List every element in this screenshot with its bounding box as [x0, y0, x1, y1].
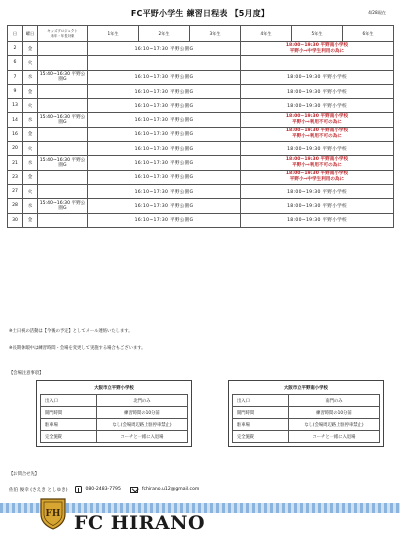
row-lower-grades: 16:10~17:30 平野公園G [88, 127, 241, 141]
row-kids [38, 99, 88, 113]
venue-row [233, 407, 380, 419]
contact-name: 佐伯 俊幸 (さえき としゆき) [9, 487, 68, 493]
row-date: 9 [8, 84, 23, 98]
schedule-row [8, 199, 394, 213]
schedule-row [8, 142, 394, 156]
note-line: 平野小⇒利用不可の為に [292, 120, 342, 126]
venue-key: 出入口 [41, 395, 97, 407]
contact-email[interactable]: fchirano.u12@gmail.com [141, 487, 200, 492]
row-weekday: 水 [23, 199, 38, 213]
contact-phone[interactable]: 080-2483-7795 [85, 487, 121, 492]
row-upper-grades: 18:00~19:30 平野小学校 [241, 199, 394, 213]
venue-key: 完全施錠 [233, 431, 289, 443]
note-line: 平野小⇒利用不可の為に [292, 134, 342, 140]
venue-key: 出入口 [233, 395, 289, 407]
row-weekday: 金 [23, 170, 38, 184]
grade-3-header: 3年生 [190, 26, 241, 42]
row-kids [38, 56, 88, 70]
venue-key: 開門時間 [41, 407, 97, 419]
header-row [8, 26, 394, 42]
row-upper-grades-note [241, 156, 394, 170]
row-kids [38, 84, 88, 98]
venue-key: 駐車場 [233, 419, 289, 431]
venue-name: 大阪市立平野小学校 [94, 386, 134, 391]
venue-value: コーチと一緒に入退場 [288, 431, 379, 443]
venue-row [41, 395, 188, 407]
venue-table [232, 394, 380, 443]
crest-letters: FH [45, 509, 61, 519]
row-kids [38, 127, 88, 141]
row-weekday: 火 [23, 184, 38, 198]
schedule-row [8, 213, 394, 227]
mail-icon [130, 487, 138, 493]
venue-heading: 【会場注意事項】 [9, 371, 44, 376]
venue-name: 大阪市立平野南小学校 [284, 386, 328, 391]
row-weekday: 水 [23, 156, 38, 170]
venue-row [41, 407, 188, 419]
venue-row [41, 419, 188, 431]
note-line: 18:00~19:30 平野南小学校 [285, 171, 349, 177]
note-line: 18:00~19:30 平野南小学校 [285, 42, 349, 48]
row-lower-grades: 16:10~17:30 平野公園G [88, 84, 241, 98]
schedule-table [7, 25, 394, 228]
note-line: 平野小⇒利用不可の為に [292, 163, 342, 169]
row-date: 2 [8, 42, 23, 56]
schedule-row [8, 42, 394, 56]
note-holiday: ※長期休暇中は練習時間・会場を変更して実施する場合もございます。 [9, 346, 146, 351]
grade-6-header: 6年生 [343, 26, 394, 42]
schedule-row [8, 84, 394, 98]
kids-header [38, 26, 88, 42]
row-upper-grades: 18:00~19:30 平野小学校 [241, 84, 394, 98]
row-date: 23 [8, 170, 23, 184]
grade-5-header: 5年生 [292, 26, 343, 42]
as-of-date: 4/28現在 [368, 10, 386, 15]
row-weekday: 火 [23, 99, 38, 113]
row-kids: 15:40~16:30 平野公園G [38, 199, 88, 213]
row-upper-grades: 18:00~19:30 平野小学校 [241, 99, 394, 113]
contact-heading: 【お問合せ先】 [9, 472, 40, 477]
schedule-row [8, 113, 394, 127]
row-lower-grades: 16:10~17:30 平野公園G [88, 199, 241, 213]
row-upper-grades-note [241, 127, 394, 141]
schedule-row [8, 156, 394, 170]
row-weekday: 金 [23, 84, 38, 98]
row-upper-grades: 18:00~19:30 平野小学校 [241, 184, 394, 198]
grade-4-header: 4年生 [241, 26, 292, 42]
venue-table [40, 394, 188, 443]
row-kids [38, 42, 88, 56]
venue-row [233, 431, 380, 443]
venue-value: なし(会場周辺路上駐停車禁止) [96, 419, 187, 431]
row-upper-grades: 18:00~19:30 平野小学校 [241, 142, 394, 156]
row-lower-grades: 16:10~17:30 平野公園G [88, 42, 241, 56]
row-lower-grades: 16:10~17:30 平野公園G [88, 184, 241, 198]
row-kids [38, 213, 88, 227]
venue-value: コーチと一緒に入退場 [96, 431, 187, 443]
row-lower-grades [88, 56, 241, 70]
row-weekday: 火 [23, 56, 38, 70]
schedule-row [8, 70, 394, 84]
row-lower-grades: 16:10~17:30 平野公園G [88, 142, 241, 156]
phone-icon [75, 486, 82, 493]
row-date: 27 [8, 184, 23, 198]
note-line: 18:00~19:30 平野南小学校 [285, 128, 349, 134]
row-upper-grades-note [241, 170, 394, 184]
row-lower-grades: 16:10~17:30 平野公園G [88, 70, 241, 84]
weekday-header: 曜日 [23, 26, 38, 42]
venue-value: 練習時間の10分前 [288, 407, 379, 419]
row-date: 6 [8, 56, 23, 70]
row-upper-grades [241, 56, 394, 70]
row-upper-grades-note [241, 113, 394, 127]
row-date: 13 [8, 99, 23, 113]
grade-2-header: 2年生 [139, 26, 190, 42]
venue-key: 開門時間 [233, 407, 289, 419]
note-line: 平野小⇒中学生利用の為に [289, 177, 345, 183]
row-weekday: 火 [23, 142, 38, 156]
note-line: 18:00~19:30 平野南小学校 [285, 157, 349, 163]
venue-row [233, 419, 380, 431]
row-upper-grades-note [241, 42, 394, 56]
row-date: 16 [8, 127, 23, 141]
note-line: 平野小⇒中学生利用の為に [289, 48, 345, 54]
row-lower-grades: 16:10~17:30 平野公園G [88, 99, 241, 113]
row-kids [38, 170, 88, 184]
row-lower-grades: 16:10~17:30 平野公園G [88, 170, 241, 184]
row-weekday: 水 [23, 113, 38, 127]
kids-header-line2: 未年・年長対象 [50, 33, 75, 38]
venue-value: 練習時間の10分前 [96, 407, 187, 419]
grade-1-header: 1年生 [88, 26, 139, 42]
row-kids: 15:40~16:30 平野公園G [38, 156, 88, 170]
venue-value: なし(会場周辺路上駐停車禁止) [288, 419, 379, 431]
date-header: 日 [8, 26, 23, 42]
row-weekday: 金 [23, 213, 38, 227]
row-weekday: 金 [23, 42, 38, 56]
row-kids: 15:40~16:30 平野公園G [38, 113, 88, 127]
note-line: 18:00~19:30 平野南小学校 [285, 114, 349, 120]
venue-value: 南門のみ [288, 395, 379, 407]
row-weekday: 水 [23, 70, 38, 84]
row-lower-grades: 16:10~17:30 平野公園G [88, 213, 241, 227]
venue-key: 完全施錠 [41, 431, 97, 443]
row-date: 30 [8, 213, 23, 227]
schedule-row [8, 99, 394, 113]
venue-box-hirano-minami [228, 380, 384, 447]
page-title: FC平野小学生 練習日程表 【5月度】 [130, 9, 270, 18]
schedule-row [8, 184, 394, 198]
contact-line [9, 486, 199, 493]
schedule-row [8, 127, 394, 141]
venue-value: 北門のみ [96, 395, 187, 407]
row-date: 14 [8, 113, 23, 127]
venue-key: 駐車場 [41, 419, 97, 431]
venue-row [41, 431, 188, 443]
row-date: 20 [8, 142, 23, 156]
venue-box-hirano [36, 380, 192, 447]
row-kids [38, 142, 88, 156]
brand-name: FC HIRANO [74, 512, 206, 534]
venue-row [233, 395, 380, 407]
note-weekend: ※土日祝の活動は【今後の予定】としてメール連絡いたします。 [9, 329, 133, 334]
row-date: 21 [8, 156, 23, 170]
row-date: 28 [8, 199, 23, 213]
row-kids [38, 184, 88, 198]
schedule-row [8, 56, 394, 70]
row-lower-grades: 16:10~17:30 平野公園G [88, 113, 241, 127]
row-date: 7 [8, 70, 23, 84]
row-lower-grades: 16:10~17:30 平野公園G [88, 156, 241, 170]
club-crest-icon [40, 496, 66, 530]
row-upper-grades: 18:00~19:30 平野小学校 [241, 70, 394, 84]
row-weekday: 金 [23, 127, 38, 141]
row-kids: 15:40~16:30 平野公園G [38, 70, 88, 84]
schedule-row [8, 170, 394, 184]
row-upper-grades: 18:00~19:30 平野小学校 [241, 213, 394, 227]
kids-header-line1: キッズプロジェクト [47, 28, 78, 33]
